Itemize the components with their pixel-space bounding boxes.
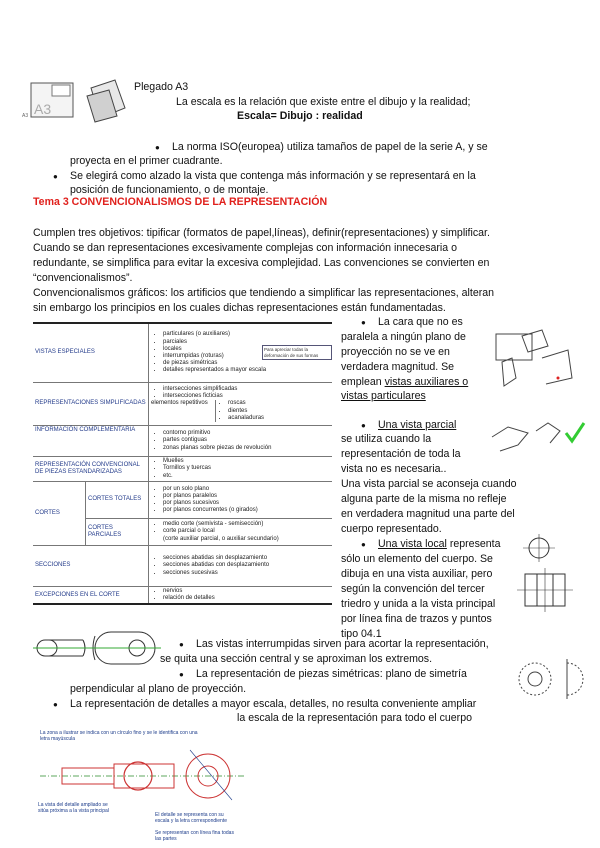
row-label: REPRESENTACIÓN CONVENCIONAL DE PIEZAS ESTANDARIZADAS: [33, 457, 149, 482]
right-line: triedro y unida a la vista principal: [341, 598, 496, 610]
a3-paper-icon: [30, 82, 75, 120]
right-line: cuerpo representado.: [341, 523, 442, 535]
para-line: redundante, se simplifica para evitar la excesiva complejidad. Las convenciones se convierten en: [33, 257, 490, 269]
vista-local-line: ● Una vista local representa: [378, 537, 500, 552]
row-label: REPRESENTACIONES SIMPLIFICADAS: [33, 383, 149, 426]
figure-note-1: La zona a ilustrar se indica con un círculo fino y se le identifica con una letra mayúscula: [40, 730, 198, 742]
para-line: Cumplen tres objetivos: tipificar (formatos de papel,líneas), definir(representaciones) y simplificar.: [33, 227, 490, 239]
folded-sheet-icon: [85, 78, 130, 123]
para-line: sin embargo los principios en los cuales dichas representaciones están fundamentadas.: [33, 302, 446, 314]
right-line: representación de toda la: [341, 448, 461, 460]
bullet-iso: ● La norma ISO(europea) utiliza tamaños de papel de la serie A, y se: [172, 140, 488, 155]
bullet-iso-cont: proyecta en el primer cuadrante.: [70, 155, 223, 167]
table-row: VISTAS ESPECIALES • particulares (o auxiliares) • parciales • locales • interrumpidas (roturas) • de piezas simétricas • detalles representados a mayor escala: [33, 323, 332, 383]
vista-parcial-link[interactable]: ● Una vista parcial: [378, 418, 456, 433]
table-row: REPRESENTACIONES SIMPLIFICADAS • intersecciones simplificadas • intersecciones ficticias elementos repetitivos • roscas • dientes • acanaladuras: [33, 383, 332, 426]
partial-view-figure: [488, 415, 588, 460]
bottom-line: perpendicular al plano de proyección.: [70, 683, 247, 695]
vistas-auxiliares-link[interactable]: vistas auxiliares o: [384, 376, 469, 388]
bottom-line: la escala de la representación para todo el cuerpo: [237, 712, 472, 724]
table-row: REPRESENTACIÓN CONVENCIONAL DE PIEZAS ESTANDARIZADAS • Muelles • Tornillos y tuercas • etc.: [33, 457, 332, 482]
figure-note-4: Se representan con línea fina todas las partes: [155, 830, 234, 842]
table-row: INFORMACIÓN COMPLEMENTARIA • contorno primitivo • partes contiguas • zonas planas sobre piezas de revolución: [33, 426, 332, 457]
local-view-figure: [515, 530, 595, 620]
right-line: sólo un elemento del cuerpo. Se: [341, 553, 493, 565]
right-line: proyección no se ve en: [341, 346, 450, 358]
row-label: EXCEPCIONES EN EL CORTE: [33, 587, 149, 605]
right-line: emplean vistas auxiliares o: [341, 376, 469, 388]
right-line: según la convención del tercer: [341, 583, 485, 595]
table-callout: Para apreciar todas la deformación de sus formas: [262, 345, 332, 360]
symmetric-piece-figure: [515, 655, 595, 705]
detail-figure: [40, 740, 250, 802]
figure-note-3: El detalle se representa con su escala y la letra correspondiente: [155, 812, 227, 824]
right-line: por línea fina de trazos y puntos: [341, 613, 492, 625]
para-line: Convencionalismos gráficos: los artificios que tendiendo a simplificar las representaciones, alteran: [33, 287, 495, 299]
folded-title: Plegado A3: [134, 81, 189, 93]
bottom-b2: ● La representación de piezas simétricas: plano de simetría: [196, 667, 467, 682]
right-line: Una vista parcial se aconseja cuando: [341, 478, 517, 490]
right-line: verdadera magnitud. Se: [341, 361, 455, 373]
bullet-alzado: ● Se elegirá como alzado la vista que contenga más información y se representará en la: [70, 169, 476, 184]
para-line: Cuando se dan representaciones excesivamente complejas con información innecesaria o: [33, 242, 457, 254]
right-line: alguna parte de la misma no refleje: [341, 493, 507, 505]
bottom-line: se quita una sección central y se aproximan los extremos.: [160, 653, 433, 665]
section-title: Tema 3 CONVENCIONALISMOS DE LA REPRESENTACIÓN: [33, 196, 328, 208]
right-line: paralela a ningún plano de: [341, 331, 466, 343]
right-line: en verdadera magnitud una parte del: [341, 508, 515, 520]
vista-local-link[interactable]: Una vista local: [378, 538, 447, 550]
right-line: tipo 04.1: [341, 628, 382, 640]
bottom-b3: ● La representación de detalles a mayor escala, detalles, no resulta conveniente ampliar: [70, 697, 476, 712]
figure-note-2: La vista del detalle ampliado se sitúa próxima a la vista principal: [38, 802, 109, 814]
bottom-b1: ● Las vistas interrumpidas sirven para acortar la representación,: [196, 637, 489, 652]
row-label: CORTES: [33, 482, 86, 546]
conventions-table: [33, 322, 332, 605]
para-line: “convencionalismos”.: [33, 272, 133, 284]
table-row: CORTES PARCIALES • medio corte (semivista - semisección) • corte parcial o local (corte auxiliar parcial, o auxiliar secundario): [33, 519, 332, 546]
right-line: se utiliza cuando la: [341, 433, 432, 445]
auxiliary-view-figure: [492, 328, 582, 390]
table-row: CORTES CORTES TOTALES • por un solo plano • por planos paralelos • por planos sucesivos • por planos concurrentes (o girados): [33, 482, 332, 519]
table-row: EXCEPCIONES EN EL CORTE • nervios • relación de detalles: [33, 587, 332, 605]
bullet-alzado-cont: posición de funcionamiento, o de montaje.: [70, 184, 269, 196]
table-row: SECCIONES • secciones abatidas sin desplazamiento • secciones abatidas con desplazamiento • secciones sucesivas: [33, 546, 332, 587]
row-label: VISTAS ESPECIALES: [33, 323, 149, 383]
scale-formula: Escala= Dibujo : realidad: [237, 110, 363, 122]
svg-text:A3: A3: [34, 101, 52, 117]
row-label: INFORMACIÓN COMPLEMENTARIA: [33, 426, 149, 457]
vistas-particulares-link[interactable]: vistas particulares: [341, 390, 426, 402]
right-line: dibuja en una vista auxiliar, pero: [341, 568, 493, 580]
paper-small-label: A3: [22, 113, 29, 119]
scale-sentence: La escala es la relación que existe entre el dibujo y la realidad;: [176, 96, 471, 108]
interrupted-view-figure: [33, 628, 163, 668]
right-line: vista no es necesaria..: [341, 463, 447, 475]
right-b1: ● La cara que no es: [378, 315, 463, 330]
row-label: SECCIONES: [33, 546, 149, 587]
